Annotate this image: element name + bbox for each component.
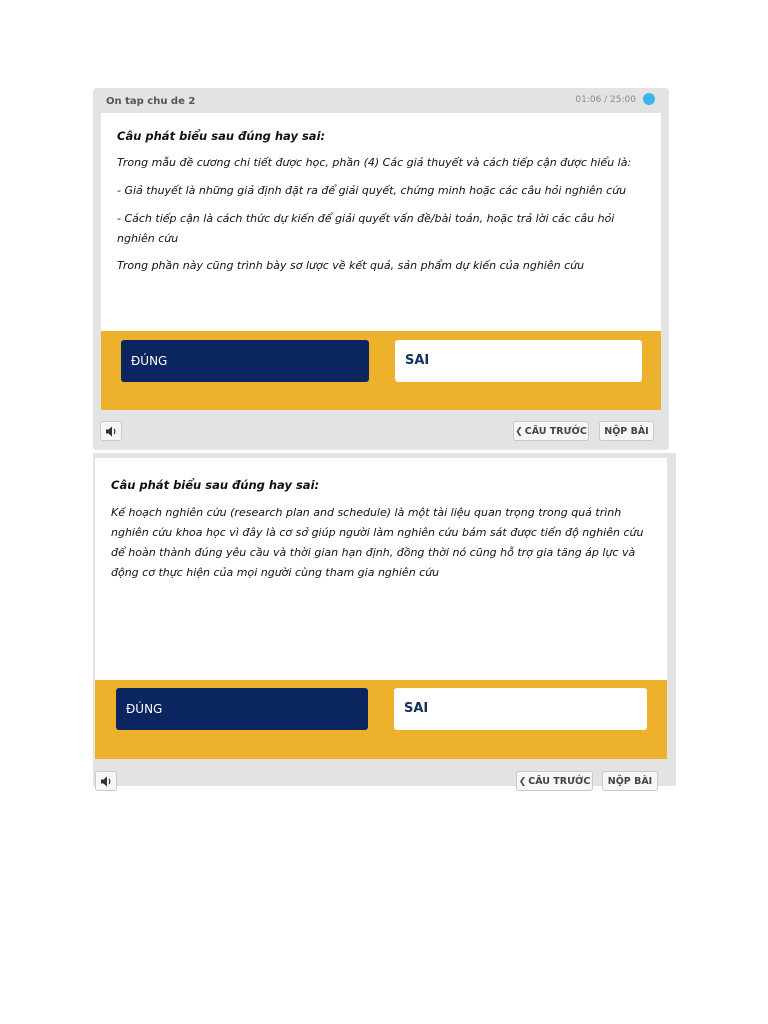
previous-question-button[interactable]: ❮ CÂU TRƯỚC (513, 421, 589, 441)
answer-true-button[interactable]: ĐÚNG (121, 340, 369, 382)
question-content (95, 458, 667, 680)
answer-true-button[interactable]: ĐÚNG (116, 688, 368, 730)
question-paragraph: Trong phần này cũng trình bày sơ lược về kết quả, sản phẩm dự kiến của nghiên cứu (117, 259, 585, 272)
quiz-panel-1 (93, 88, 669, 450)
chevron-left-icon: ❮ (515, 427, 523, 437)
quiz-panel-2 (93, 453, 676, 786)
speaker-icon (100, 775, 114, 788)
question-prompt: Câu phát biểu sau đúng hay sai: (111, 478, 320, 492)
submit-button[interactable]: NỘP BÀI (602, 771, 658, 791)
answer-bar (95, 680, 667, 759)
chevron-left-icon: ❮ (518, 777, 527, 787)
submit-button[interactable]: NỘP BÀI (599, 421, 654, 441)
speaker-icon (105, 425, 119, 438)
answer-false-button[interactable]: SAI (394, 688, 647, 730)
speaker-button[interactable] (100, 421, 122, 441)
question-paragraph: - Giả thuyết là những giả định đặt ra để giải quyết, chứng minh hoặc các câu hỏi nghiên cứu (117, 184, 627, 197)
answer-false-button[interactable]: SAI (395, 340, 642, 382)
quiz-title-bar (93, 88, 669, 113)
timer-text: 01:06 / 25:00 (575, 95, 636, 105)
question-content (101, 113, 661, 331)
answer-bar (101, 331, 661, 410)
question-paragraph: - Cách tiếp cận là cách thức dự kiến để giải quyết vấn đề/bài toán, hoặc trả lời các câu hỏi nghiên cứu (117, 212, 615, 245)
question-prompt: Câu phát biểu sau đúng hay sai: (117, 129, 326, 143)
quiz-title: On tap chu de 2 (106, 96, 196, 107)
timer-icon (643, 93, 655, 105)
speaker-button[interactable] (95, 771, 117, 791)
question-paragraph: Kế hoạch nghiên cứu (research plan and schedule) là một tài liệu quan trọng trong quá trình nghiên cứu khoa học vì đây là cơ sở giúp người làm nghiên cứu bám sát được tiến độ nghiên cứu để hoàn thành đúng yêu cầu và thời gian hạn định, đồng thời nó cũng hỗ trợ gia tăng áp lực và động cơ thực hiện của mọi người cùng tham gia nghiên cứu (111, 506, 644, 579)
question-paragraph: Trong mẫu đề cương chi tiết được học, phần (4) Các giả thuyết và cách tiếp cận được hiểu là: (117, 156, 632, 169)
previous-question-button[interactable]: ❮ CÂU TRƯỚC (516, 771, 593, 791)
